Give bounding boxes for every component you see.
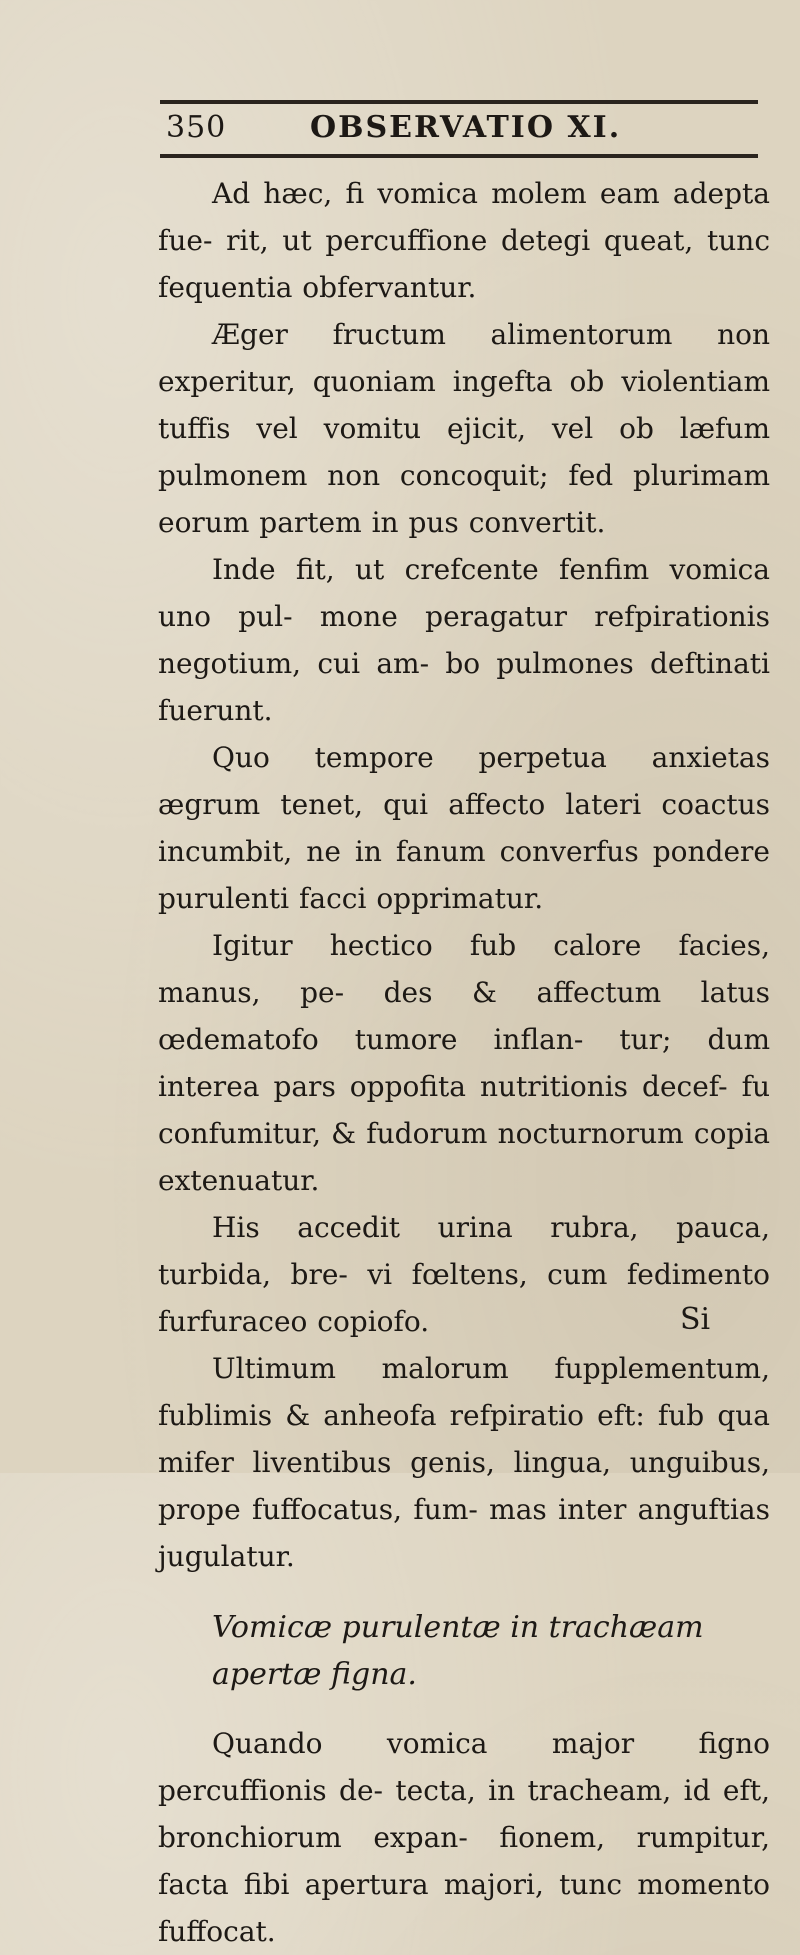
- body-text: [158, 170, 770, 1955]
- paragraph-1: Ad hæc, fi vomica molem eam adepta fue- rit, ut percuffione detegi queat, tunc fequentia obfervantur.: [158, 177, 770, 304]
- paragraph-2: Æger fructum alimentorum non experitur, quoniam ingefta ob violentiam tuffis vel vomitu ejicit, vel ob læfum pulmonem non concoquit; fed plurimam eorum partem in pus convertit.: [158, 318, 770, 539]
- header-rule-bottom: [160, 154, 758, 158]
- catchword: Si: [680, 1302, 711, 1337]
- paragraph-6: His accedit urina rubra, pauca, turbida, bre- vi fœltens, cum fedimento furfuraceo copiofo.: [158, 1211, 770, 1338]
- section-subheading: Vomicæ purulentæ in trachæam apertæ figna.: [212, 1610, 704, 1692]
- running-head: OBSERVATIO XI.: [310, 110, 622, 145]
- paragraph-4: Quo tempore perpetua anxietas ægrum tenet, qui affecto lateri coactus incumbit, ne in fanum converfus pondere purulenti facci opprimatur.: [158, 741, 770, 915]
- paragraph-7: Ultimum malorum fupplementum, fublimis & anheofa refpiratio eft: fub qua mifer liventibus genis, lingua, unguibus, prope fuffocatus, fum- mas inter anguftias jugulatur.: [158, 1352, 770, 1573]
- paragraph-5: Igitur hectico fub calore facies, manus, pe- des & affectum latus œdematofo tumore inflan- tur; dum interea pars oppofita nutritionis decef- fu confumitur, & fudorum nocturnorum copia extenuatur.: [158, 929, 770, 1197]
- header-rule-top: [160, 100, 758, 104]
- paragraph-8: Quando vomica major figno percuffionis de- tecta, in tracheam, id eft, bronchiorum expan- fionem, rumpitur, facta fibi apertura majori, tunc momento fuffocat.: [158, 1727, 770, 1948]
- paragraph-3: Inde fit, ut crefcente fenfim vomica uno pul- mone peragatur refpirationis negotium, cui am- bo pulmones deftinati fuerunt.: [158, 553, 770, 727]
- page-number: 350: [166, 110, 227, 145]
- page-header: [160, 100, 758, 158]
